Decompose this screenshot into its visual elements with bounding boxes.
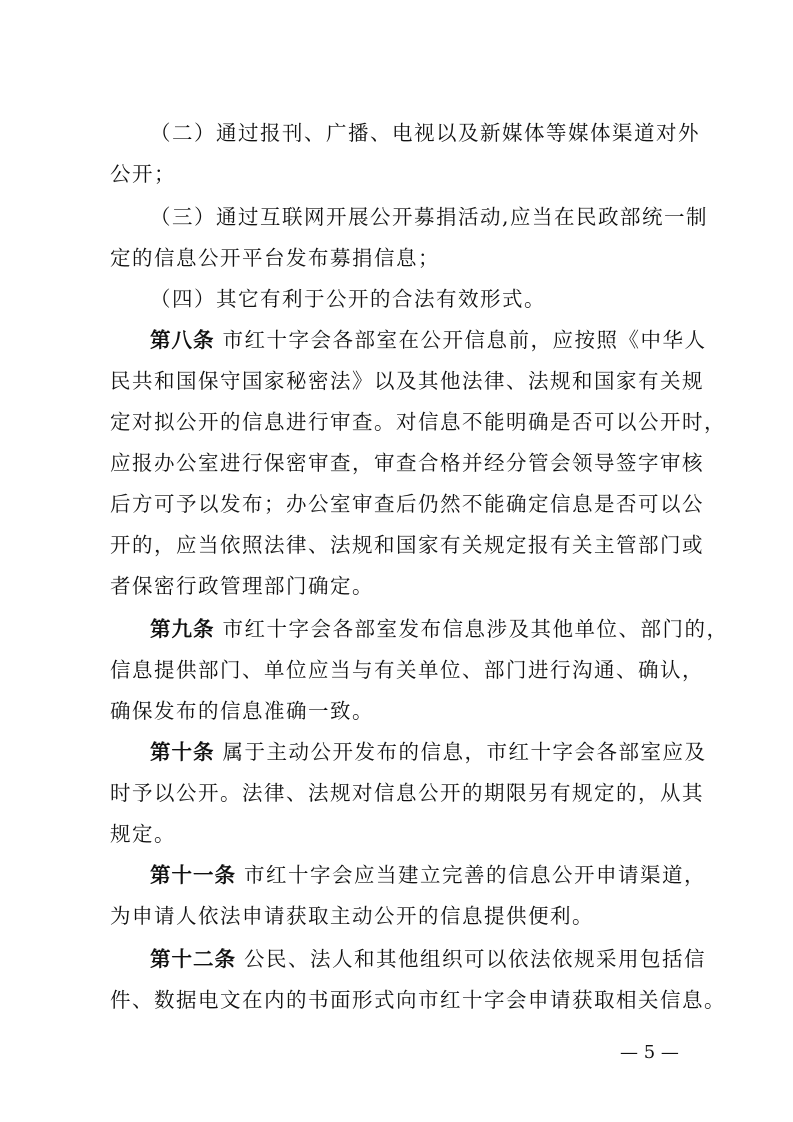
article-heading: 第十条	[150, 740, 215, 764]
text-line	[150, 325, 750, 355]
line-text: 规定。	[110, 822, 176, 846]
text-line	[110, 655, 710, 685]
line-text: （三）通过互联网开展公开募捐活动,应当在民政部统一制	[150, 205, 709, 229]
text-line	[110, 985, 726, 1015]
text-line	[150, 284, 750, 314]
text-line	[150, 944, 750, 974]
line-text: 定对拟公开的信息进行审查。对信息不能明确是否可以公开时，	[110, 410, 726, 434]
line-text: 市红十字会各部室在公开信息前，应按照《中华人	[222, 328, 707, 352]
line-text: （四）其它有利于公开的合法有效形式。	[150, 287, 546, 311]
line-text: 件、数据电文在内的书面形式向市红十字会申请获取相关信息。	[110, 988, 726, 1012]
text-line	[110, 778, 710, 808]
line-text: 后方可予以发布；办公室审查后仍然不能确定信息是否可以公	[110, 492, 704, 516]
line-text: 公民、法人和其他组织可以依法依规采用包括信	[244, 947, 707, 971]
text-line	[110, 159, 710, 189]
line-text: 信息提供部门、单位应当与有关单位、部门进行沟通、确认，	[110, 658, 704, 682]
line-text: 定的信息公开平台发布募捐信息；	[110, 246, 440, 270]
text-line	[110, 243, 710, 273]
line-text: 者保密行政管理部门确定。	[110, 574, 374, 598]
text-line	[150, 202, 750, 232]
line-text: 为申请人依法申请获取主动公开的信息提供便利。	[110, 904, 594, 928]
text-line	[110, 530, 710, 560]
article-heading: 第十二条	[150, 947, 236, 971]
line-text: 确保发布的信息准确一致。	[110, 699, 374, 723]
text-line	[150, 737, 750, 767]
text-line	[110, 571, 710, 601]
article-heading: 第十一条	[150, 863, 236, 887]
text-line	[110, 489, 710, 519]
line-text: 应报办公室进行保密审查，审查合格并经分管会领导签字审核	[110, 451, 704, 475]
line-text: 属于主动公开发布的信息，市红十字会各部室应及	[222, 740, 707, 764]
line-text: 公开；	[110, 162, 176, 186]
text-line	[110, 407, 726, 437]
line-text: 市红十字会应当建立完善的信息公开申请渠道，	[244, 863, 707, 887]
text-line	[150, 860, 750, 890]
line-text: 民共和国保守国家秘密法》以及其他法律、法规和国家有关规	[110, 369, 704, 393]
article-heading: 第八条	[150, 328, 215, 352]
text-line	[110, 696, 710, 726]
line-text: 市红十字会各部室发布信息涉及其他单位、部门的，	[222, 617, 729, 641]
text-line	[110, 366, 710, 396]
article-heading: 第九条	[150, 617, 215, 641]
text-line	[110, 901, 710, 931]
text-line	[150, 118, 750, 148]
line-text: 开的，应当依照法律、法规和国家有关规定报有关主管部门或	[110, 533, 704, 557]
page-number: — 5 —	[620, 1042, 679, 1063]
text-line	[110, 448, 710, 478]
line-text: （二）通过报刊、广播、电视以及新媒体等媒体渠道对外	[150, 121, 700, 145]
text-line	[150, 614, 750, 644]
text-line	[110, 819, 710, 849]
line-text: 时予以公开。法律、法规对信息公开的期限另有规定的，从其	[110, 781, 704, 805]
